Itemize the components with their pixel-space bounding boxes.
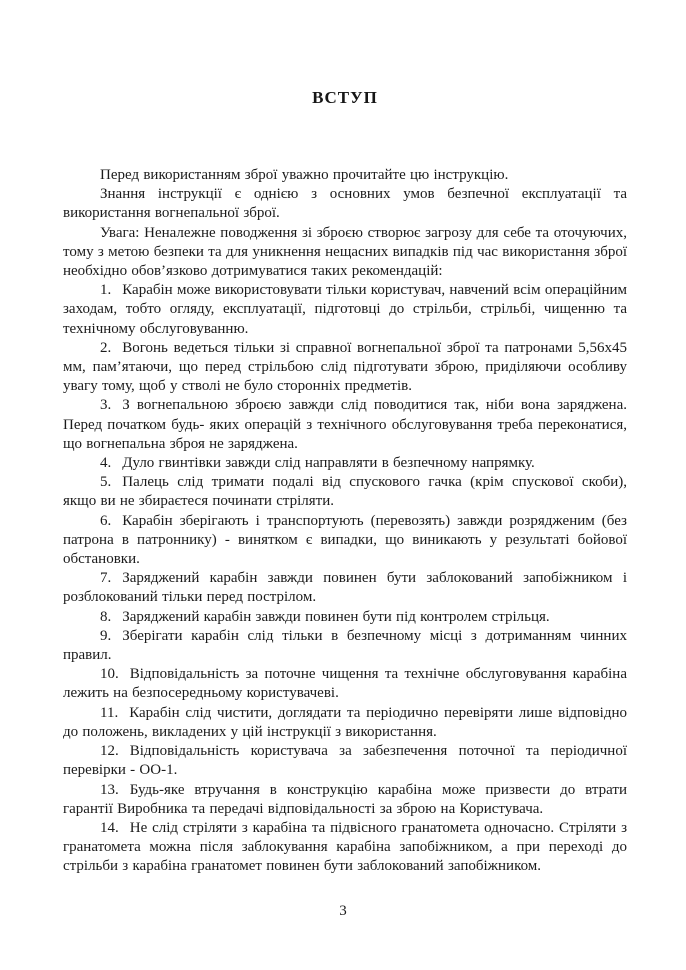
paragraph-text: Заряджений карабін завжди повинен бути під контролем стрільця. xyxy=(122,608,550,625)
paragraph-text: Відповідальність користувача за забезпечення поточної та періодичної перевірки - ОО-1. xyxy=(63,743,627,779)
item-number: 1. xyxy=(100,282,112,299)
item-number: 11. xyxy=(100,704,119,721)
paragraph-text: Будь-яке втручання в конструкцію карабіна може призвести до втрати гарантії Виробника та передачі відповідальності за зброю на Користувача. xyxy=(63,781,627,817)
item-number: 10. xyxy=(100,666,119,683)
paragraph xyxy=(63,473,627,511)
paragraph-text: Вогонь ведеться тільки зі справної вогнепальної зброї та патронами 5,56х45 мм, пам’ятаючи, що перед стрільбою слід підготувати зброю, приділяючи особливу увагу тому, щоб у стволі не було сторонніх предметів. xyxy=(63,339,627,395)
paragraph xyxy=(63,627,627,665)
paragraph-text: Зберігати карабін слід тільки в безпечному місці з дотриманням чинних правил. xyxy=(63,627,627,664)
paragraph xyxy=(63,608,627,627)
paragraph xyxy=(63,454,627,473)
paragraph xyxy=(63,224,627,282)
item-number: 3. xyxy=(100,397,112,414)
paragraph-text: Карабін слід чистити, доглядати та періодично перевіряти лише відповідно до положень, викладених у цій інструкції з використання. xyxy=(63,704,627,740)
paragraph xyxy=(63,512,627,570)
item-number: 6. xyxy=(100,512,112,529)
item-number: 8. xyxy=(100,608,112,625)
paragraph-text: З вогнепальною зброєю завжди слід поводитися так, ніби вона заряджена. Перед початком будь- яких операцій з технічного обслуговування треба переконатися, що вогнепальна зброя не заряджена. xyxy=(63,397,627,452)
paragraph-text: Карабін може використовувати тільки користувач, навчений всім операційним заходам, тобто огляду, експлуатації, підготовці до стрільби, стрільбі, чищенню та технічному обслуговуванню. xyxy=(63,282,627,337)
item-number: 13. xyxy=(100,781,119,798)
paragraph-text: Дуло гвинтівки завжди слід направляти в безпечному напрямку. xyxy=(122,455,535,472)
paragraph-text: Перед використанням зброї уважно прочитайте цю інструкцію. xyxy=(100,167,509,183)
paragraph-text: Карабін зберігають і транспортують (перевозять) завжди розрядженим (без патрона в патроннику) - винятком є випадки, що виникають у результаті бойової обстановки. xyxy=(63,512,627,568)
paragraph-text: Палець слід тримати подалі від спускового гачка (крім спускової скоби), якщо ви не збираєтеся починати стріляти. xyxy=(63,474,627,510)
paragraph-text: Не слід стріляти з карабіна та підвісного гранатомета одночасно. Стріляти з гранатомета можна після заблокування карабіна запобіжником, а при переході до стрільби з карабіна гранатомет повинен бути заблокований запобіжником. xyxy=(63,819,627,875)
paragraph xyxy=(63,665,627,703)
item-number: 14. xyxy=(100,819,119,836)
paragraph-text: Знання інструкції є однією з основних умов безпечної експлуатації та використання вогнепальної зброї. xyxy=(63,186,627,222)
paragraph-text: Заряджений карабін завжди повинен бути заблокований запобіжником і розблокований тільки перед пострілом. xyxy=(63,570,627,606)
paragraph-text: Увага: Неналежне поводження зі зброєю створює загрозу для себе та оточуючих, тому з метою безпеки та для уникнення нещасних випадків під час використання зброї необхідно обов’язково дотримуватися таких рекомендацій: xyxy=(63,224,627,280)
item-number: 2. xyxy=(100,339,112,356)
item-number: 9. xyxy=(100,627,112,644)
item-number: 4. xyxy=(100,455,112,472)
body-text xyxy=(63,166,627,877)
page-number: 3 xyxy=(339,903,347,919)
paragraph xyxy=(63,781,627,819)
paragraph xyxy=(63,569,627,607)
paragraph xyxy=(63,819,627,877)
item-number: 5. xyxy=(100,474,112,491)
item-number: 12. xyxy=(100,743,119,760)
paragraph-text: Відповідальність за поточне чищення та технічне обслуговування карабіна лежить на безпосередньому користувачеві. xyxy=(63,666,627,702)
paragraph xyxy=(63,742,627,780)
item-number: 7. xyxy=(100,570,112,587)
paragraph xyxy=(63,704,627,742)
page-title: ВСТУП xyxy=(312,88,378,107)
paragraph xyxy=(63,166,627,185)
paragraph xyxy=(63,339,627,397)
paragraph xyxy=(63,281,627,339)
paragraph xyxy=(63,185,627,223)
paragraph xyxy=(63,396,627,454)
